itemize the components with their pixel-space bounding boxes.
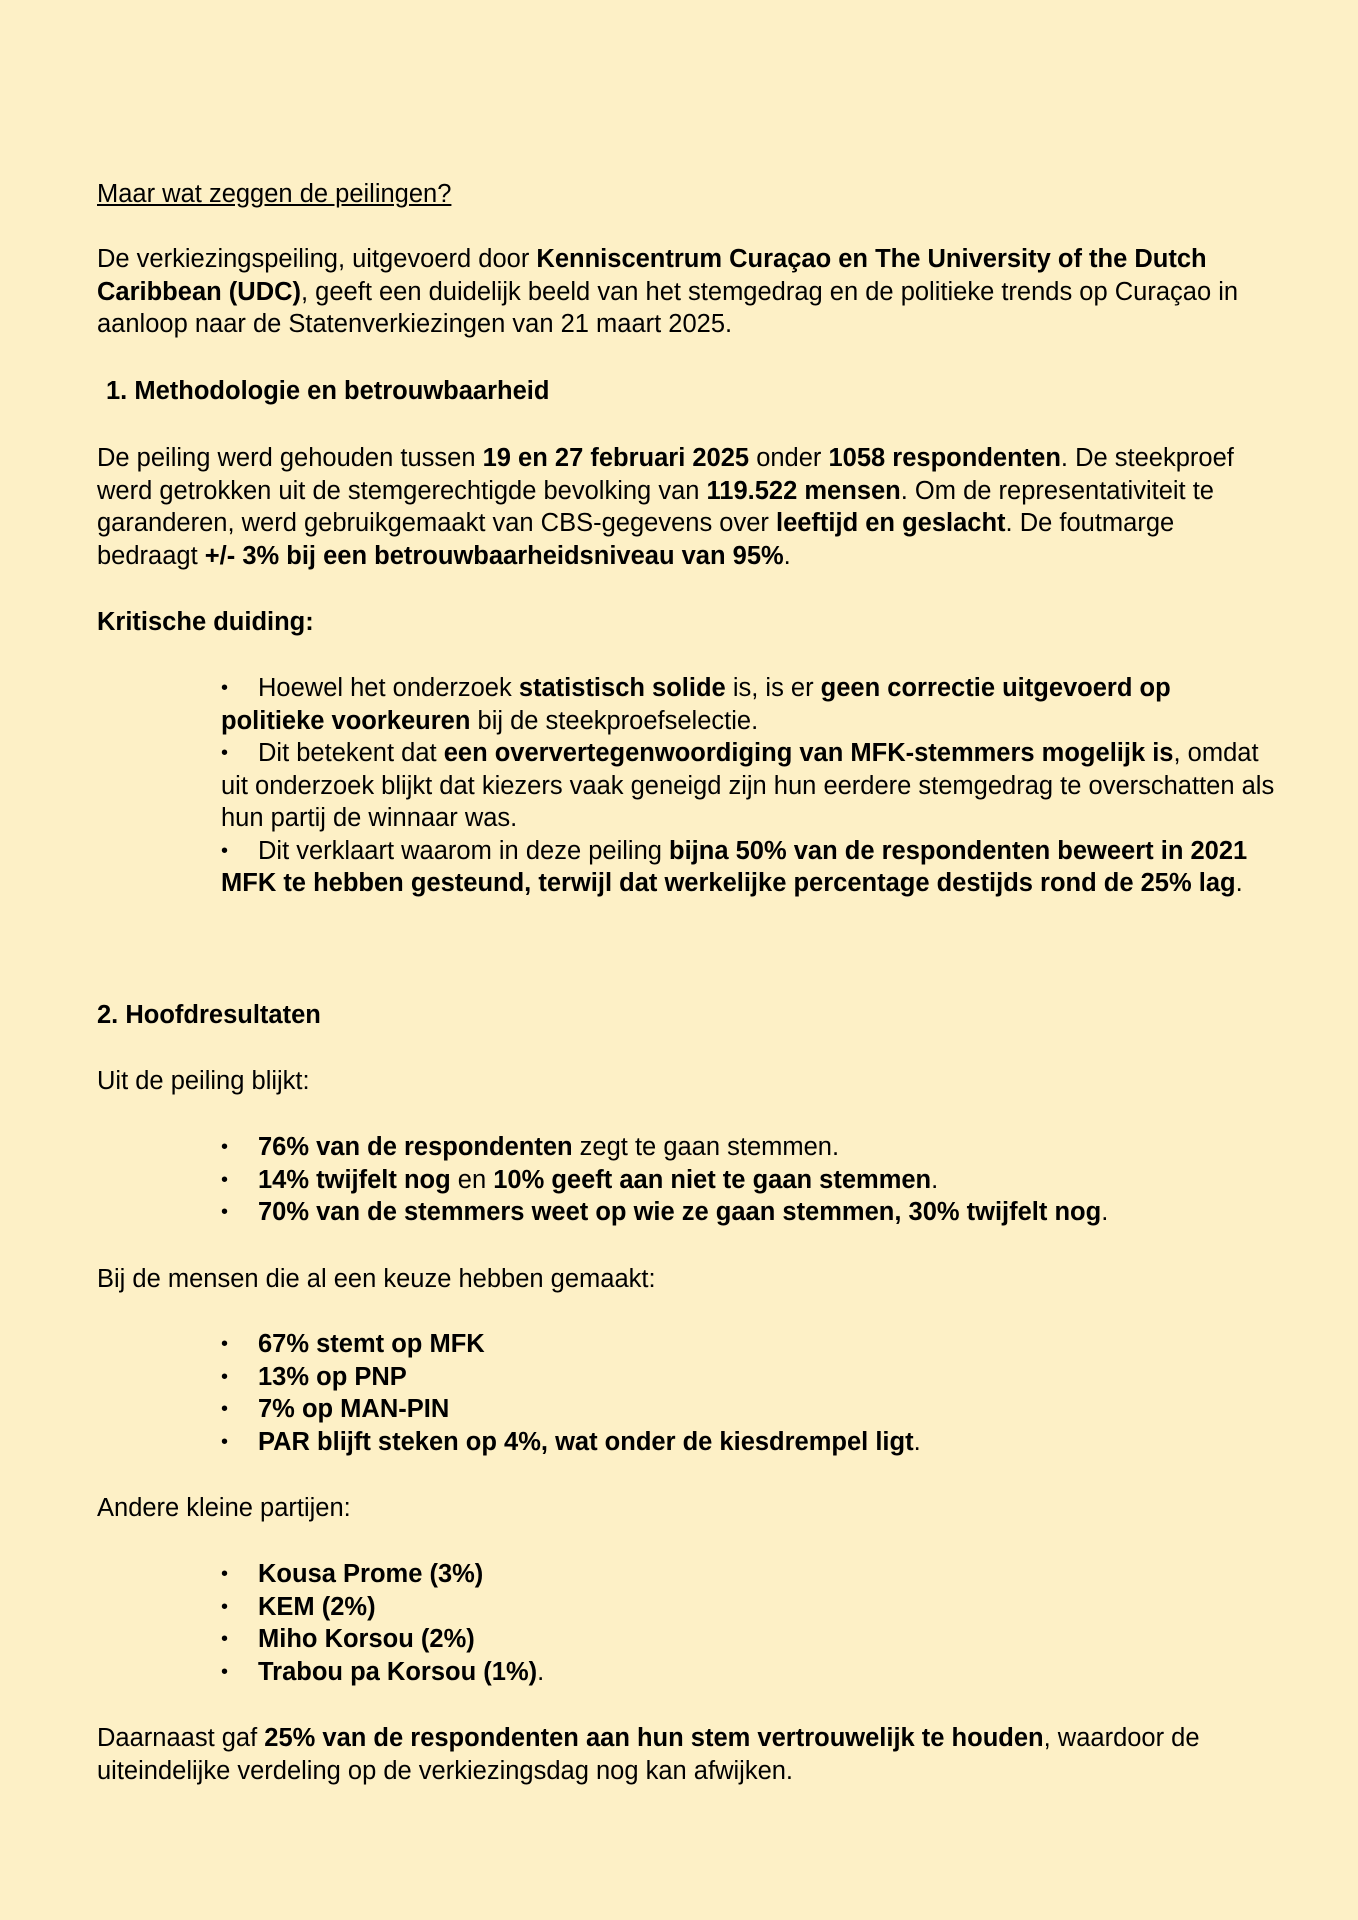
critical-3-text-1: Dit verklaart waarom in deze peiling	[258, 836, 670, 865]
intro-paragraph	[97, 243, 1277, 341]
results-lead: Uit de peiling blijkt:	[97, 1067, 310, 1095]
intro-text-2: , geeft een duidelijk beeld van het stemgedrag en de politieke trends op Curaçao in aanloop naar de Statenverkiezingen van 21 maart 2025.	[97, 277, 1239, 338]
methodology-margin: +/- 3% bij een betrouwbaarheidsniveau van 95%	[204, 541, 784, 570]
methodology-text-3: . De steekproef werd getrokken uit de stemgerechtigde bevolking van	[97, 444, 1234, 505]
small-parties-lead: Andere kleine partijen:	[97, 1494, 351, 1522]
list-item	[221, 835, 1281, 900]
list-item	[221, 1591, 1281, 1624]
methodology-text-5: . De foutmarge bedraagt	[97, 509, 1175, 570]
turnout-list	[221, 1131, 1281, 1229]
methodology-weights: leeftijd en geslacht	[775, 509, 1006, 537]
critical-1-text-2: is, is er	[725, 674, 821, 702]
bullet-icon: •	[221, 742, 229, 764]
critical-list	[221, 672, 1281, 900]
list-item	[221, 1361, 1281, 1394]
turnout-3-text: .	[1101, 1198, 1109, 1226]
critical-2-bold-1: een oververtegenwoordiging van MFK-stemmers mogelijk is	[443, 739, 1174, 767]
small-party-2-bold: KEM (2%)	[258, 1592, 376, 1621]
choice-4-bold: PAR blijft steken op 4%, wat onder de kiesdrempel ligt	[258, 1427, 914, 1456]
list-item	[221, 1656, 1281, 1689]
methodology-text-6: .	[783, 541, 791, 570]
list-item	[221, 1623, 1281, 1656]
closing-bold: 25% van de respondenten aan hun stem vertrouwelijk te houden	[264, 1724, 1044, 1752]
turnout-2-text-2: .	[931, 1165, 939, 1194]
methodology-text-2: onder	[749, 444, 829, 472]
critical-3-text-2: .	[1235, 869, 1243, 897]
section1-heading-text: 1. Methodologie en betrouwbaarheid	[106, 377, 550, 405]
small-party-3-bold: Miho Korsou (2%)	[258, 1625, 475, 1653]
turnout-3-bold: 70% van de stemmers weet op wie ze gaan stemmen, 30% twijfelt nog	[258, 1198, 1102, 1226]
closing-paragraph	[97, 1722, 1277, 1787]
turnout-2-bold-2: 10% geeft aan niet te gaan stemmen	[493, 1165, 932, 1194]
choice-3-bold: 7% op MAN-PIN	[258, 1395, 450, 1423]
section2-heading-text: 2. Hoofdresultaten	[97, 1001, 321, 1029]
list-item	[221, 1426, 1281, 1459]
intro-bold-institutions: Kenniscentrum Curaçao en The University of the Dutch Caribbean (UDC)	[97, 245, 1207, 306]
list-item	[221, 672, 1281, 737]
critical-1-bold-2: geen correctie uitgevoerd op politieke voorkeuren	[221, 674, 1171, 735]
critical-3-bold-1: bijna 50% van de respondenten beweert in 2021 MFK te hebben gesteund, terwijl dat werkelijke percentage destijds rond de 25% lag	[221, 836, 1248, 897]
choice-2-bold: 13% op PNP	[258, 1362, 407, 1391]
section2-heading	[97, 999, 1277, 1032]
critical-2-text-2: , omdat uit onderzoek blijkt dat kiezers vaak geneigd zijn hun eerdere stemgedrag te overschatten als hun partij de winnaar was.	[221, 739, 1275, 832]
small-parties-list	[221, 1558, 1281, 1688]
methodology-text-1: De peiling werd gehouden tussen	[97, 444, 483, 472]
methodology-text-4: . Om de representativiteit te garanderen, werd gebruikgemaakt van CBS-gegevens over	[97, 476, 1214, 537]
list-item	[221, 1164, 1281, 1197]
list-item	[221, 1558, 1281, 1591]
list-item	[221, 737, 1281, 835]
turnout-1-text: zegt te gaan stemmen.	[572, 1133, 840, 1161]
small-party-4-text: .	[537, 1657, 545, 1686]
turnout-2-bold-1: 14% twijfelt nog	[258, 1165, 451, 1194]
critical-2-text-1: Dit betekent dat	[258, 739, 444, 767]
list-item	[221, 1393, 1281, 1426]
methodology-dates: 19 en 27 februari 2025	[482, 444, 750, 472]
list-item	[221, 1131, 1281, 1164]
critical-1-bold-1: statistisch solide	[518, 674, 726, 702]
turnout-1-bold: 76% van de respondenten	[258, 1133, 573, 1161]
critical-heading	[97, 606, 1277, 639]
methodology-paragraph	[97, 442, 1277, 572]
choices-list	[221, 1328, 1281, 1458]
section1-heading	[106, 375, 1286, 408]
intro-question: Maar wat zeggen de peilingen?	[97, 180, 452, 208]
list-item	[221, 1196, 1281, 1229]
choice-1-bold: 67% stemt op MFK	[258, 1330, 485, 1358]
choice-4-text: .	[913, 1427, 921, 1456]
closing-text-1: Daarnaast gaf	[97, 1724, 265, 1752]
small-party-4-bold: Trabou pa Korsou (1%)	[258, 1657, 538, 1686]
turnout-2-text-1: en	[450, 1165, 494, 1194]
bullet-icon: •	[221, 839, 229, 862]
bullet-icon: •	[221, 677, 229, 699]
list-item	[221, 1328, 1281, 1361]
small-party-1-bold: Kousa Prome (3%)	[258, 1560, 484, 1588]
choices-lead: Bij de mensen die al een keuze hebben gemaakt:	[97, 1265, 656, 1293]
critical-heading-text: Kritische duiding:	[97, 608, 314, 636]
critical-1-text-3: bij de steekproefselectie.	[470, 706, 759, 735]
closing-text-2: , waardoor de uiteindelijke verdeling op de verkiezingsdag nog kan afwijken.	[97, 1724, 1200, 1785]
methodology-respondents: 1058 respondenten	[828, 444, 1061, 472]
intro-text-1: De verkiezingspeiling, uitgevoerd door	[97, 245, 537, 273]
methodology-population: 119.522 mensen	[706, 476, 901, 505]
critical-1-text-1: Hoewel het onderzoek	[258, 674, 519, 702]
